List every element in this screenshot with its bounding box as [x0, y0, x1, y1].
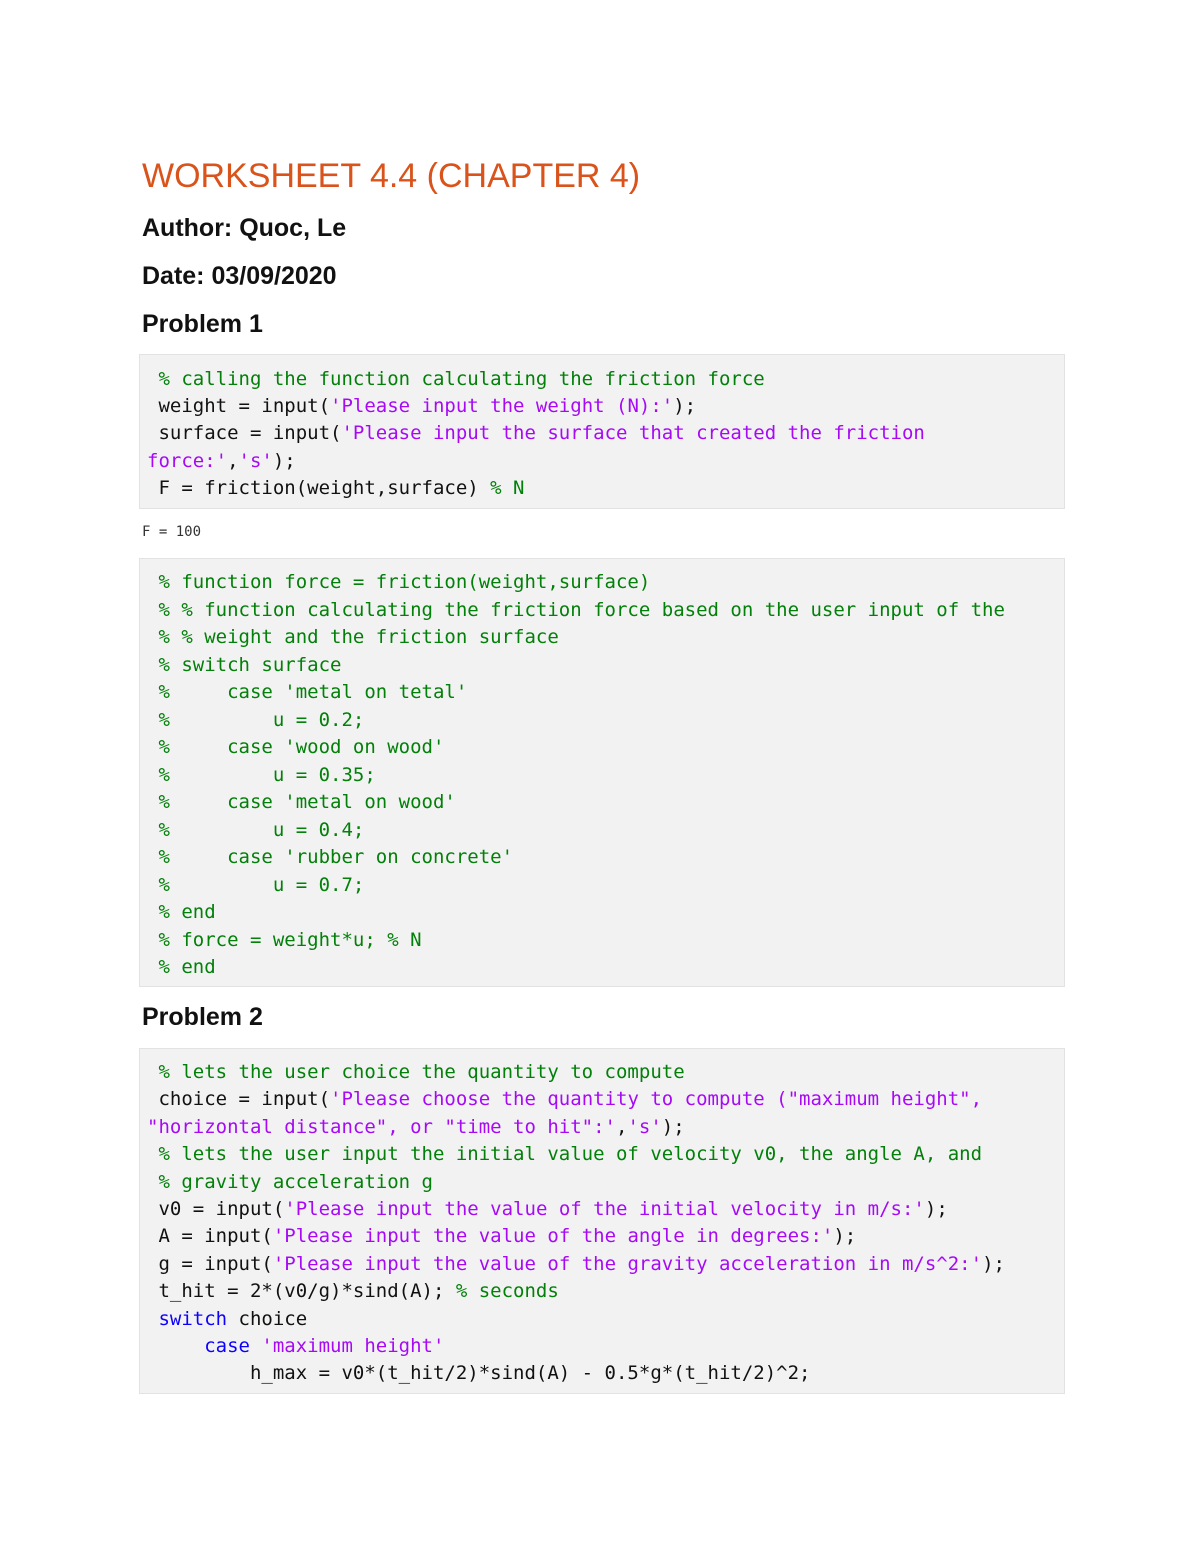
code-line	[147, 1140, 982, 1168]
code-token: % end	[147, 901, 216, 923]
code-token: "horizontal distance", or "time to hit":'	[147, 1115, 616, 1138]
code-token: surface = input(	[147, 422, 342, 445]
code-token: );	[661, 1115, 685, 1138]
code-token: t_hit = 2*(v0/g)*sind(A);	[147, 1280, 456, 1303]
code-token: % % weight and the friction surface	[147, 626, 559, 648]
code-line	[147, 1277, 559, 1305]
code-line	[147, 1305, 307, 1333]
date-line: Date: 03/09/2020	[142, 262, 337, 290]
code-line	[147, 1113, 685, 1141]
code-token: );	[673, 395, 697, 418]
code-line	[147, 1332, 444, 1360]
code-token: );	[833, 1225, 857, 1248]
code-line	[147, 1222, 856, 1250]
code-token: switch	[147, 1307, 228, 1330]
code-token: % function force = friction(weight,surface)	[147, 571, 651, 593]
code-line	[147, 623, 559, 651]
code-token: % switch surface	[147, 653, 342, 676]
code-line	[147, 596, 1005, 624]
code-token: 'Please input the value of the gravity acceleration in m/s^2:'	[272, 1252, 983, 1275]
code-token: A = input(	[147, 1225, 273, 1248]
code-token: );	[982, 1252, 1005, 1275]
worksheet-title: WORKSHEET 4.4 (CHAPTER 4)	[142, 157, 641, 195]
code-token: 'Please choose the quantity to compute ("maximum height",	[330, 1088, 983, 1111]
code-token: 'Please input the value of the initial velocity in m/s:'	[284, 1198, 925, 1220]
code-token: % calling the function calculating the friction force	[147, 368, 765, 390]
code-line	[147, 706, 364, 734]
code-token: % case 'metal on wood'	[147, 791, 456, 813]
code-token: % case 'wood on wood'	[147, 736, 445, 758]
code-token: v0 = input(	[147, 1198, 285, 1220]
code-line	[147, 871, 364, 899]
code-token: choice = input(	[147, 1088, 331, 1111]
code-line	[147, 761, 376, 789]
code-line	[147, 1250, 1005, 1278]
code-token: weight = input(	[147, 395, 331, 418]
code-line	[147, 1195, 948, 1223]
code-token: % u = 0.7;	[147, 873, 365, 896]
code-token: % seconds	[455, 1280, 559, 1303]
code-token: % lets the user choice the quantity to compute	[147, 1061, 685, 1083]
code-line	[147, 898, 216, 926]
code-token: g = input(	[147, 1252, 273, 1275]
code-line	[147, 843, 513, 871]
problem-1-heading: Problem 1	[142, 310, 263, 338]
code-token: % case 'rubber on concrete'	[147, 846, 514, 868]
code-line	[147, 788, 456, 816]
code-token: case	[147, 1335, 250, 1357]
code-token: ,	[616, 1115, 628, 1138]
code-token: h_max = v0*(t_hit/2)*sind(A) - 0.5*g*(t_hit/2)^2;	[147, 1362, 811, 1385]
code-line	[147, 1085, 982, 1113]
code-token: % u = 0.35;	[147, 763, 376, 786]
code-token: F = friction(weight,surface)	[147, 476, 491, 499]
friction-function-code-block	[139, 558, 1065, 987]
code-token: % u = 0.2;	[147, 708, 365, 731]
problem-1-code-block	[139, 354, 1065, 509]
code-line	[147, 392, 696, 420]
code-line	[147, 1168, 433, 1196]
code-line	[147, 651, 341, 679]
code-token: 's'	[238, 449, 273, 472]
code-token: % N	[490, 476, 525, 499]
code-token: ,	[227, 449, 239, 472]
code-token: 'Please input the value of the angle in degrees:'	[272, 1225, 834, 1248]
code-token: 'maximum height'	[261, 1335, 445, 1357]
code-token: % gravity acceleration g	[147, 1170, 433, 1193]
code-token	[250, 1335, 261, 1357]
author-line: Author: Quoc, Le	[142, 214, 347, 242]
code-token: % force = weight*u; % N	[147, 928, 422, 951]
code-token: % u = 0.4;	[147, 818, 365, 841]
code-line	[147, 1359, 810, 1387]
code-line	[147, 678, 467, 706]
code-token: 'Please input the weight (N):'	[330, 395, 674, 418]
code-token: % case 'metal on tetal'	[147, 681, 468, 703]
code-line	[147, 1058, 685, 1086]
code-line	[147, 926, 422, 954]
code-token: force:'	[147, 449, 228, 472]
code-token: choice	[227, 1307, 308, 1330]
code-token: % % function calculating the friction force based on the user input of the	[147, 598, 1005, 621]
code-line	[147, 474, 525, 502]
code-line	[147, 419, 925, 447]
code-line	[147, 953, 216, 981]
code-line	[147, 816, 364, 844]
problem-2-heading: Problem 2	[142, 1003, 263, 1031]
code-token: 'Please input the surface that created the friction	[341, 422, 925, 445]
code-line	[147, 365, 765, 393]
code-line	[147, 568, 650, 596]
code-line	[147, 447, 296, 475]
code-token: % lets the user input the initial value of velocity v0, the angle A, and	[147, 1143, 983, 1166]
command-output: F = 100	[142, 524, 202, 540]
code-token: 's'	[627, 1115, 662, 1138]
code-token: );	[924, 1198, 948, 1220]
problem-2-code-block	[139, 1048, 1065, 1394]
code-token: );	[272, 449, 296, 472]
code-token: % end	[147, 956, 216, 978]
code-line	[147, 733, 444, 761]
